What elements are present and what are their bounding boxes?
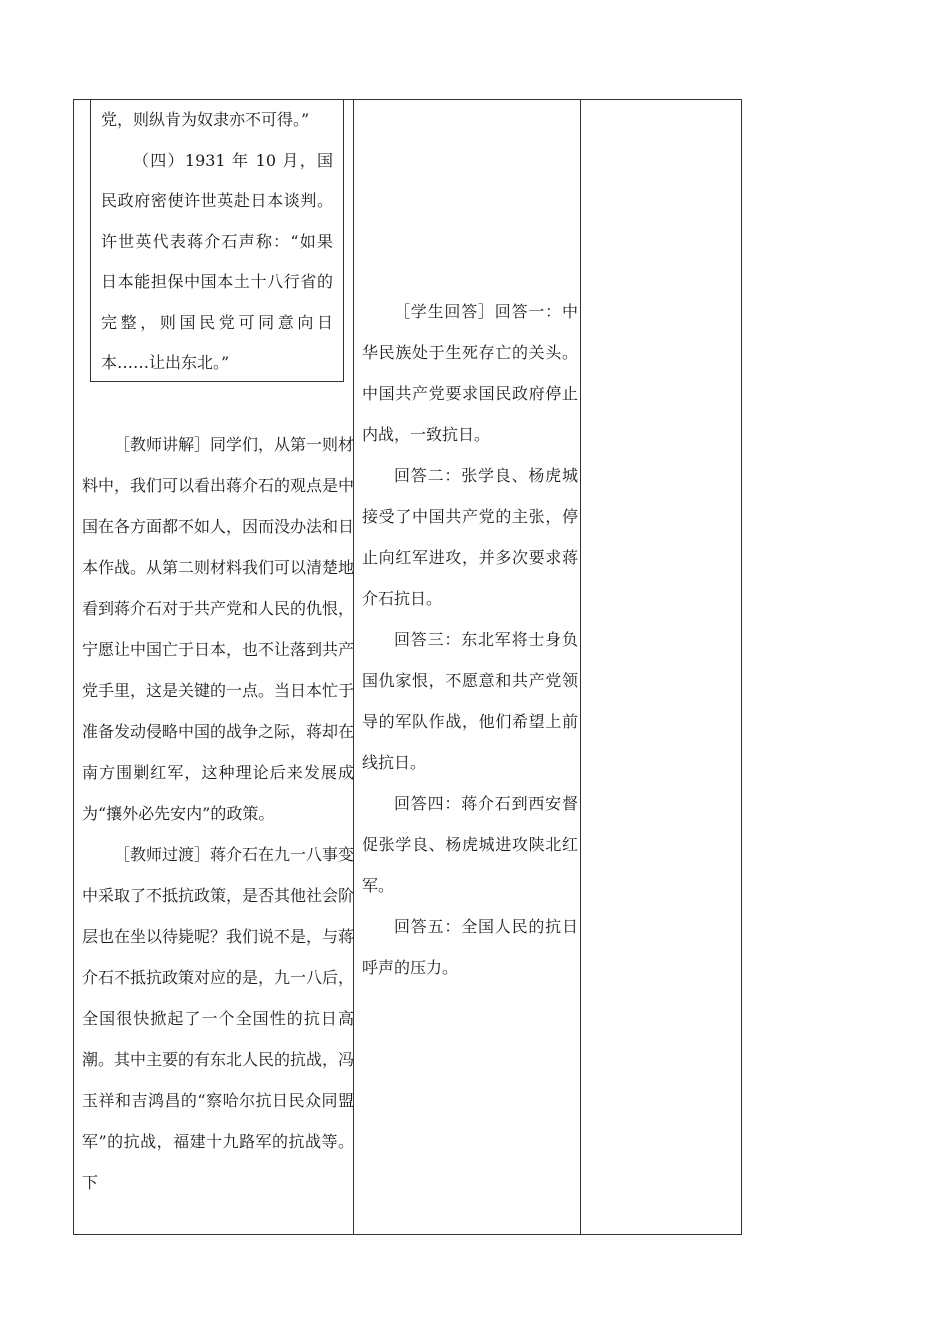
teacher-explain: ［教师讲解］同学们，从第一则材料中，我们可以看出蒋介石的观点是中国在各方面都不如人，因而没办法和日本作战。从第二则材料我们可以清楚地看到蒋介石对于共产党和人民的仇恨，宁愿让中国亡于日本，也不让落到共产党手里，这是关键的一点。当日本忙于准备发动侵略中国的战争之际，蒋却在南方围剿红军，这种理论后来发展成为“攘外必先安内”的政策。 <box>82 435 355 823</box>
quote-item-4: （四）1931 年 10 月，国民政府密使许世英赴日本谈判。许世英代表蒋介石声称：“如果日本能担保中国本土十八行省的完整，则国民党可同意向日本……让出东北。” <box>101 150 333 372</box>
student-answer-1: ［学生回答］回答一：中华民族处于生死存亡的关头。中国共产党要求国民政府停止内战，一致抗日。 <box>362 302 578 444</box>
quote-box <box>90 100 344 382</box>
lesson-table <box>73 99 742 1235</box>
student-answer-4: 回答四：蒋介石到西安督促张学良、杨虎城进攻陕北红军。 <box>362 794 578 895</box>
student-answer-3: 回答三：东北军将士身负国仇家恨，不愿意和共产党领导的军队作战，他们希望上前线抗日。 <box>362 630 578 772</box>
student-answer-2: 回答二：张学良、杨虎城接受了中国共产党的主张，停止向红军进攻，并多次要求蒋介石抗日。 <box>362 466 578 608</box>
column-divider-2 <box>580 100 581 1234</box>
student-answer-5: 回答五：全国人民的抗日呼声的压力。 <box>362 917 578 977</box>
quote-line-1: 党，则纵肯为奴隶亦不可得。” <box>101 110 310 129</box>
teacher-transition: ［教师过渡］蒋介石在九一八事变中采取了不抵抗政策，是否其他社会阶层也在坐以待毙呢？我们说不是，与蒋介石不抵抗政策对应的是，九一八后，全国很快掀起了一个全国性的抗日高潮。其中主要的有东北人民的抗战，冯玉祥和吉鸿昌的“察哈尔抗日民众同盟军”的抗战，福建十九路军的抗战等。下 <box>82 845 355 1192</box>
